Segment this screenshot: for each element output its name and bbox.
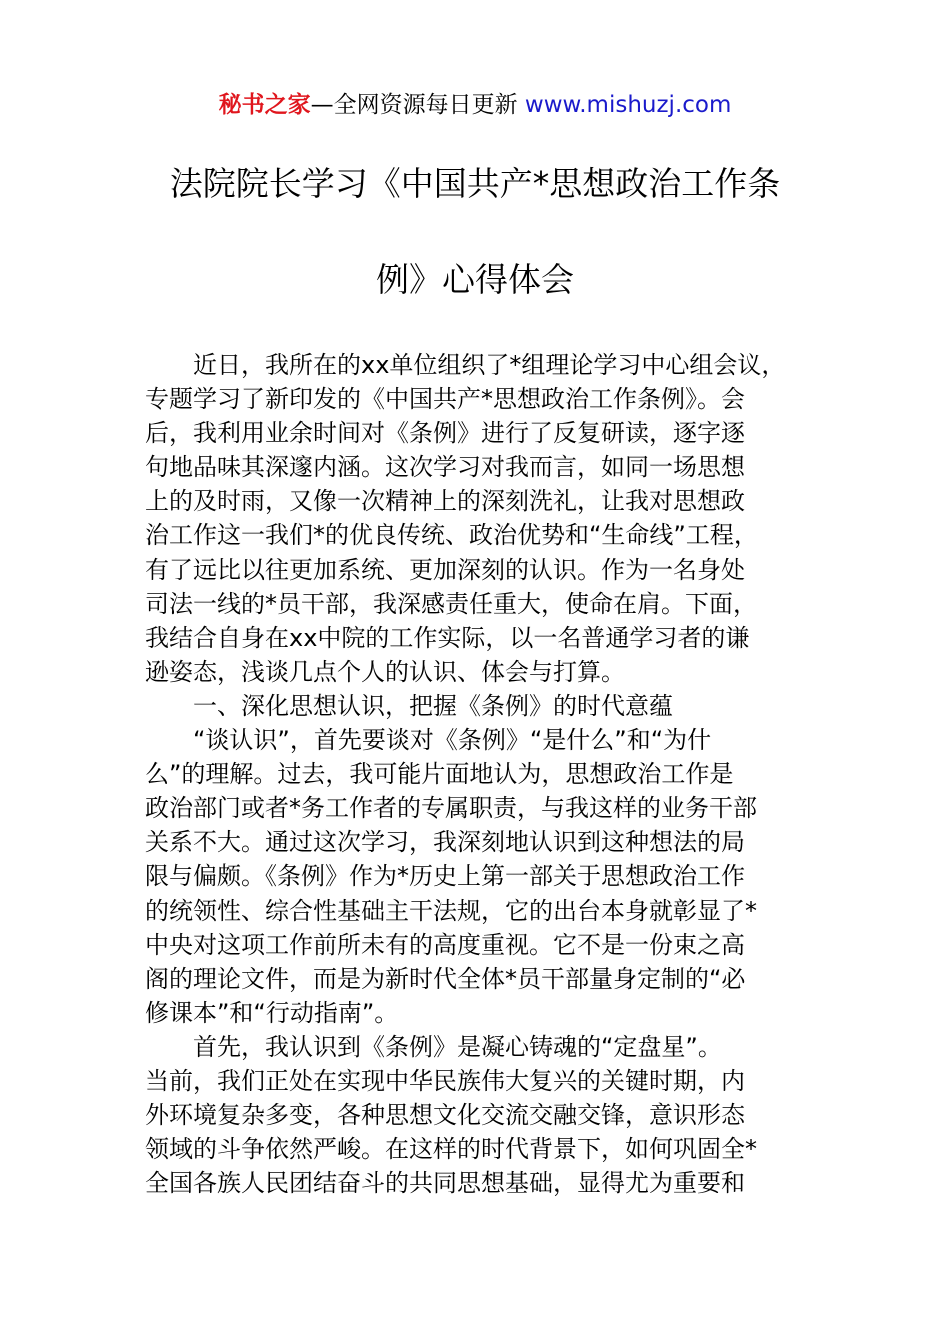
section-heading: 一、深化思想认识，把握《条例》的时代意蕴 (193, 691, 673, 720)
text-line: 上的及时雨，又像一次精神上的深刻洗礼，让我对思想政 (145, 487, 745, 516)
document-title-line-1: 法院院长学习《中国共产*思想政治工作条 (169, 164, 781, 203)
document-title-line-2: 例》心得体会 (376, 260, 574, 299)
text-line: “谈认识”，首先要谈对《条例》“是什么”和“为什 (193, 726, 712, 755)
text-line: 当前，我们正处在实现中华民族伟大复兴的关键时期，内 (145, 1066, 745, 1095)
text-line: 专题学习了新印发的《中国共产*思想政治工作条例》。会 (145, 385, 745, 414)
text-line: 有了远比以往更加系统、更加深刻的认识。作为一名身处 (145, 555, 745, 584)
text-line: 司法一线的*员干部，我深感责任重大，使命在肩。下面， (145, 589, 757, 618)
text-line: 的统领性、综合性基础主干法规，它的出台本身就彰显了* (145, 896, 757, 925)
text-line: 句地品味其深邃内涵。这次学习对我而言，如同一场思想 (145, 453, 745, 482)
text-line: 全国各族人民团结奋斗的共同思想基础，显得尤为重要和 (145, 1169, 745, 1198)
text-line: 修课本”和“行动指南”。 (145, 998, 399, 1027)
text-line: 我结合自身在xx中院的工作实际，以一名普通学习者的谦 (145, 623, 750, 652)
text-line: 关系不大。通过这次学习，我深刻地认识到这种想法的局 (145, 828, 745, 857)
text-line: 逊姿态，浅谈几点个人的认识、体会与打算。 (145, 657, 625, 686)
text-line: 领域的斗争依然严峻。在这样的时代背景下，如何巩固全* (145, 1135, 757, 1164)
text-line: 近日，我所在的xx单位组织了*组理论学习中心组会议， (193, 351, 786, 379)
header-tagline: —全网资源每日更新 (310, 92, 518, 118)
text-line: 限与偏颇。《条例》作为*历史上第一部关于思想政治工作 (145, 862, 745, 891)
site-header (0, 90, 950, 120)
text-line: 政治部门或者*务工作者的专属职责，与我这样的业务干部 (145, 794, 757, 823)
text-line: 首先，我认识到《条例》是凝心铸魂的“定盘星”。 (193, 1032, 722, 1061)
text-line: 后，我利用业余时间对《条例》进行了反复研读，逐字逐 (145, 419, 745, 448)
text-line: 中央对这项工作前所未有的高度重视。它不是一份束之高 (145, 930, 745, 959)
text-line: 治工作这一我们*的优良传统、政治优势和“生命线”工程， (145, 521, 758, 550)
text-line: 么”的理解。过去，我可能片面地认为，思想政治工作是 (145, 760, 734, 789)
site-url-link[interactable]: www.mishuzj.com (524, 92, 732, 118)
text-line: 外环境复杂多变，各种思想文化交流交融交锋，意识形态 (145, 1101, 745, 1130)
text-line: 阁的理论文件，而是为新时代全体*员干部量身定制的“必 (145, 964, 746, 993)
brand-name: 秘书之家 (218, 92, 311, 118)
document-body (145, 348, 835, 1200)
